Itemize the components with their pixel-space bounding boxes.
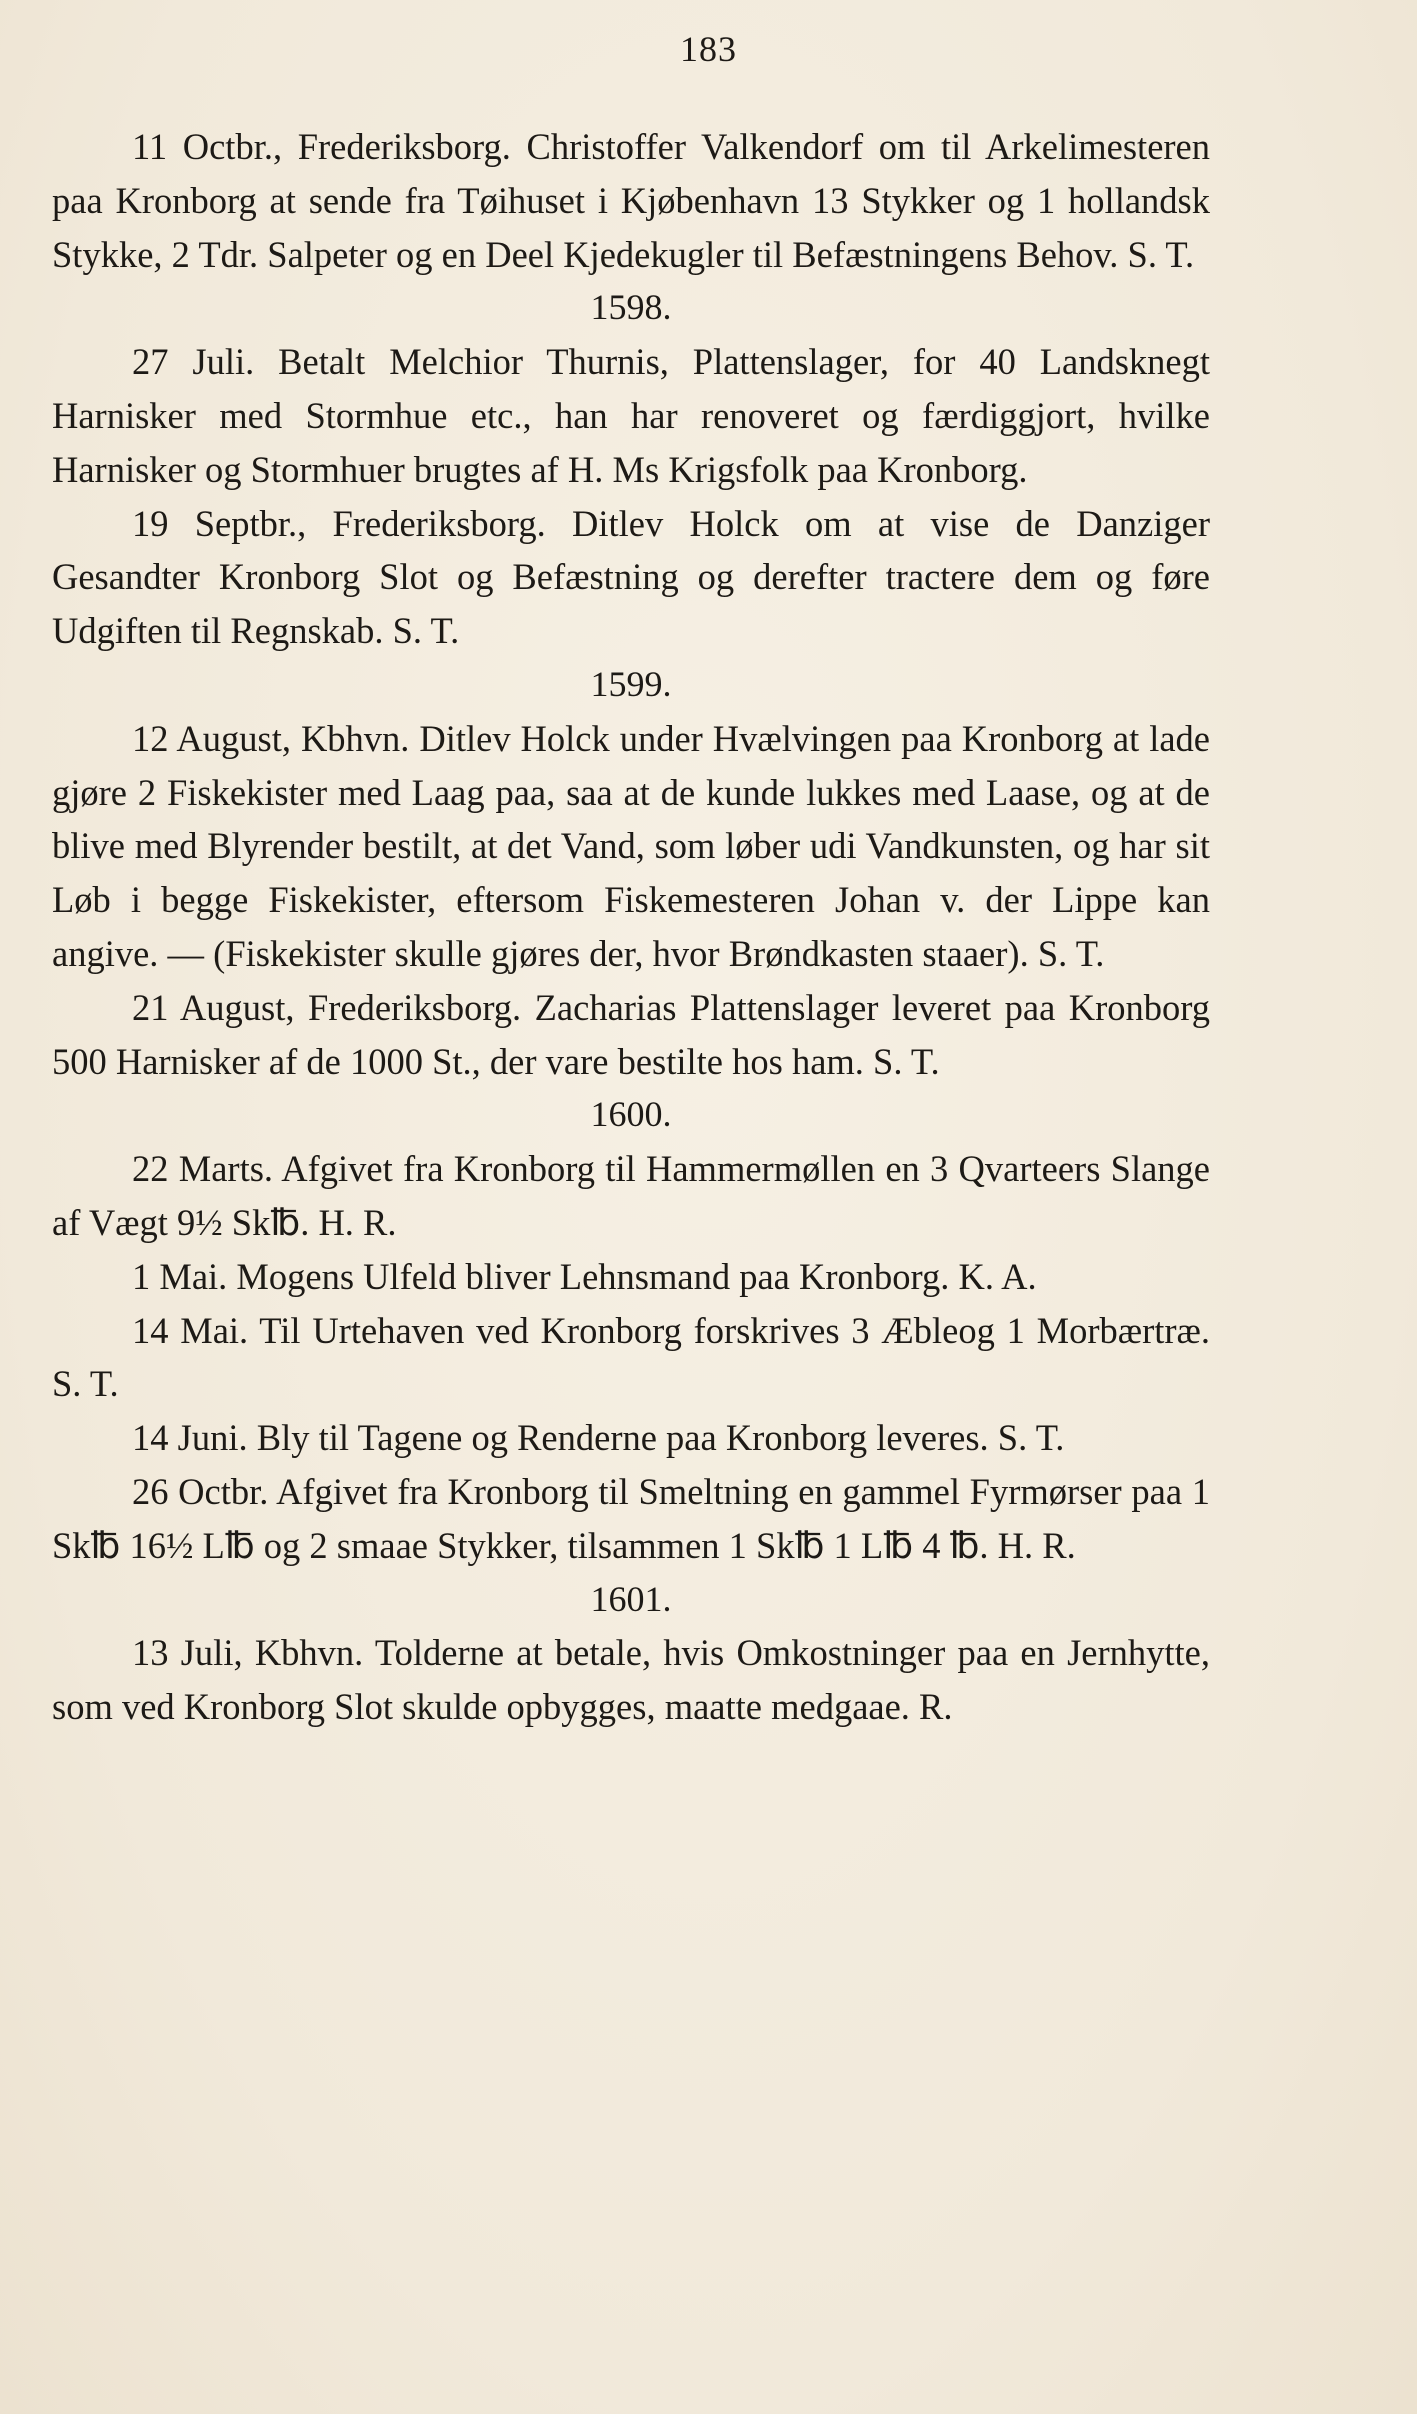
entry-paragraph: 27 Juli. Betalt Melchior Thurnis, Plattenslager, for 40 Landsknegt Harnisker med Stormhue etc., han har renoveret og færdiggjort, hvilke Harnisker og Stormhuer brugtes af H. Ms Krigsfolk paa Kronborg.	[52, 341, 1210, 490]
entry-paragraph: 11 Octbr., Frederiksborg. Christoffer Valkendorf om til Arkelimesteren paa Kronborg at sende fra Tøihuset i Kjøbenhavn 13 Stykker og 1 hollandsk Stykke, 2 Tdr. Salpeter og en Deel Kjedekugler til Befæstningens Behov. S. T.	[52, 126, 1210, 275]
year-heading: 1601.	[590, 1578, 672, 1619]
entry-paragraph: 14 Mai. Til Urtehaven ved Kronborg forskrives 3 Æbleog 1 Morbærtræ. S. T.	[52, 1309, 1210, 1405]
year-heading: 1598.	[590, 287, 672, 328]
entry-paragraph: 19 Septbr., Frederiksborg. Ditlev Holck om at vise de Danziger Gesandter Kronborg Slot og Befæstning og derefter tractere dem og føre Udgiften til Regnskab. S. T.	[52, 502, 1210, 652]
year-heading: 1600.	[590, 1094, 672, 1135]
page-text	[52, 120, 1210, 1734]
entry-paragraph: 26 Octbr. Afgivet fra Kronborg til Smeltning en gammel Fyrmørser paa 1 Sk℔ 16½ L℔ og 2 smaae Stykker, tilsammen 1 Sk℔ 1 L℔ 4 ℔. H. R.	[52, 1470, 1210, 1566]
entry-paragraph: 14 Juni. Bly til Tagene og Renderne paa Kronborg leveres. S. T.	[132, 1417, 1065, 1459]
entry-paragraph: 22 Marts. Afgivet fra Kronborg til Hammermøllen en 3 Qvarteers Slange af Vægt 9½ Sk℔. H. R.	[52, 1148, 1210, 1243]
entry-paragraph: 1 Mai. Mogens Ulfeld bliver Lehnsmand paa Kronborg. K. A.	[132, 1255, 1037, 1297]
year-heading: 1599.	[590, 663, 672, 704]
page-number: 183	[680, 29, 737, 69]
entry-paragraph: 12 August, Kbhvn. Ditlev Holck under Hvælvingen paa Kronborg at lade gjøre 2 Fiskekister med Laag paa, saa at de kunde lukkes med Laase, og at de blive med Blyrender bestilt, at det Vand, som løber udi Vandkunsten, og har sit Løb i begge Fiskekister, eftersom Fiskemesteren Johan v. der Lippe kan angive. — (Fiskekister skulle gjøres der, hvor Brøndkasten staaer). S. T.	[52, 717, 1210, 974]
entry-paragraph: 13 Juli, Kbhvn. Tolderne at betale, hvis Omkostninger paa en Jernhytte, som ved Kronborg Slot skulde opbygges, maatte medgaae. R.	[52, 1632, 1210, 1728]
entry-paragraph: 21 August, Frederiksborg. Zacharias Plattenslager leveret paa Kronborg 500 Harnisker af de 1000 St., der vare bestilte hos ham. S. T.	[52, 986, 1210, 1082]
